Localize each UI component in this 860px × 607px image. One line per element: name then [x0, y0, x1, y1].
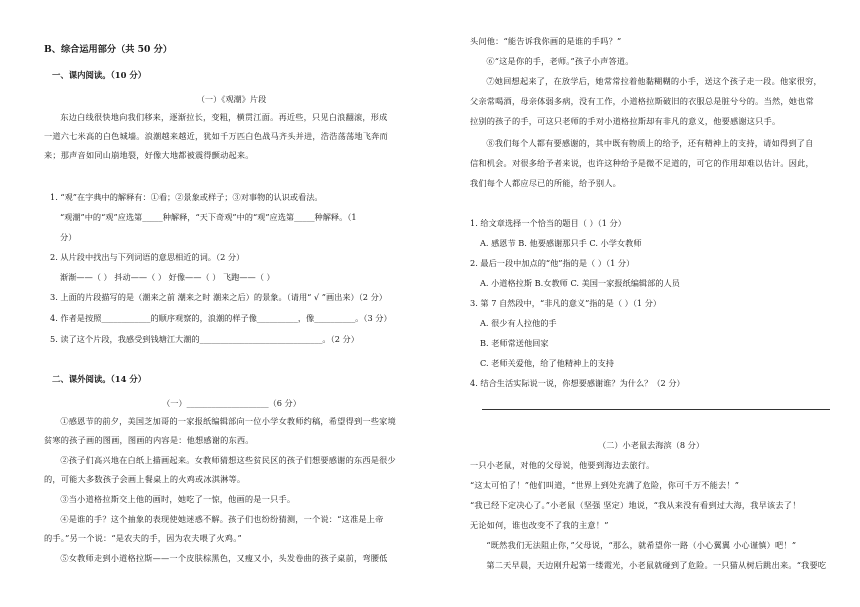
part1-title: 一、课内阅读。（10 分） — [52, 70, 147, 80]
section-title: B、综合运用部分（共 50 分） — [44, 44, 173, 55]
passage3-title: （二）小老鼠去海滨（8 分） — [597, 440, 705, 450]
passage3-line: “我已经下定决心了。”小老鼠（坚强 坚定）地说，“我从来没有看到过大海，我早该去了！ — [470, 500, 801, 510]
passage2-line: ⑤女教师走到小道格拉斯——一个皮肤棕黑色，又瘦又小，头发卷曲的孩子桌前，弯腰低 — [60, 553, 388, 563]
passage2-line: ④是谁的手？这个抽象的表现使她迷惑不解。孩子们也纷纷猜测，一个说：“这准是上帝 — [60, 514, 384, 524]
reading-question-3: 3. 第 7 自然段中，“非凡的意义”指的是（ ）（1 分） — [470, 298, 662, 308]
question-3: 3. 上面的片段描写的是（潮来之前 潮来之时 潮来之后）的景象。（请用“ √ ”画出来）（2 分） — [50, 292, 387, 302]
reading-question-2: 2. 最后一段中加点的“他”指的是（ ）（1 分） — [470, 258, 635, 268]
question-1-score: 分） — [60, 232, 77, 242]
reading-question-1-options: A. 感恩节 B. 他要感谢那只手 C. 小学女教师 — [480, 238, 642, 248]
answer-line — [482, 409, 830, 410]
reading-question-4: 4. 结合生活实际说一说，你想要感谢谁？为什么？（2 分） — [470, 378, 685, 388]
passage2-line: 父亲常喝酒，母亲体弱多病，没有工作，小道格拉斯破旧的衣服总是脏兮兮的。当然，她也常 — [470, 96, 814, 106]
passage2-line: 头问他：“能告诉我你画的是谁的手吗？” — [470, 36, 622, 46]
passage2-line: ⑧我们每个人都有要感谢的，其中既有物质上的给予，还有精神上的支持，请如得到了自 — [486, 138, 814, 148]
question-5: 5. 读了这个片段，我感受到钱塘江大潮的______________________________。（2 分） — [50, 334, 359, 344]
passage2-line: ③当小道格拉斯交上他的画时，她吃了一惊，他画的是一只手。 — [60, 494, 296, 504]
passage3-line: 一只小老鼠，对他的父母说，他要到海边去旅行。 — [470, 460, 655, 470]
passage1-line: 一道六七米高的白色城墙。浪潮越来越近，犹如千万匹白色战马齐头并进，浩浩荡荡地飞奔而 — [44, 131, 388, 141]
reading-question-3-option-b: B. 老师常送他回家 — [480, 338, 549, 348]
passage3-line: 第二天早晨，天边刚升起第一缕霞光，小老鼠就碰到了危险。一只猫从树后跳出来。“我要吃 — [486, 560, 827, 570]
passage3-line: “既然我们无法阻止你，”父母说，“那么，就希望你一路（小心翼翼 小心谨慎）吧！” — [486, 540, 797, 550]
question-2-words: 渐渐——（ ） 抖动——（ ） 好像——（ ） 飞跑——（ ） — [60, 272, 275, 282]
passage2-line: 贫寒的孩子画的图画，图画的内容是：他想感谢的东西。 — [44, 435, 254, 445]
reading-question-1: 1. 给文章选择一个恰当的题目（ ）（1 分） — [470, 218, 626, 228]
passage2-line: 信和机会。对很多给予者来说，也许这种给予是微不足道的，可它的作用却难以估计。因此， — [470, 158, 814, 168]
reading-question-3-option-a: A. 很少有人拉他的手 — [480, 318, 557, 328]
passage2-line: 拉别的孩子的手，可这只老师的手对小道格拉斯却有非凡的意义，他要感谢这只手。 — [470, 116, 781, 126]
passage2-line: 我们每个人都应尽已的所能，给予别人。 — [470, 178, 621, 188]
passage1-line: 东边白线很快地向我们移来，逐渐拉长，变粗，横贯江面。再近些，只见白浪翻滚，形成 — [60, 112, 388, 122]
passage2-line: ⑦她回想起来了，在放学后，她常常拉着他黏糊糊的小手，送这个孩子走一段。他家很穷， — [486, 76, 822, 86]
reading-question-3-option-c: C. 老师关爱他，给了他精神上的支持 — [480, 358, 614, 368]
passage2-line: 的手。”另一个说：“是农夫的手，因为农夫喂了火鸡。” — [44, 533, 242, 543]
question-1-body: “观潮”中的“观”应选第_____种解释，“天下奇观”中的“观”应选第_____种解释。（1 — [60, 212, 357, 222]
question-1: 1. “观”在字典中的解释有：①看；②景象或样子；③对事物的认识或看法。 — [50, 192, 323, 202]
passage2-line: ②孩子们高兴地在白纸上描画起来。女教师猜想这些贫民区的孩子们想要感谢的东西是很少 — [60, 455, 396, 465]
question-2: 2. 从片段中找出与下列词语的意思相近的词。（2 分） — [50, 252, 245, 262]
passage1-title: （一）《观潮》片段 — [196, 94, 267, 104]
passage2-title: （一）____________________（6 分） — [162, 398, 301, 408]
passage2-line: ①感恩节的前夕，美国芝加哥的一家报纸编辑部向一位小学女教师约稿，希望得到一些家境 — [60, 416, 396, 426]
passage2-line: ⑥“这是你的手，老师。”孩子小声答道。 — [486, 56, 634, 66]
question-4: 4. 作者是按照____________的顺序观察的，浪潮的样子像__________，像__________。（3 分） — [50, 313, 392, 323]
passage3-line: 无论如何，谁也改变不了我的主意！” — [470, 520, 609, 530]
part2-title: 二、课外阅读。（14 分） — [52, 374, 147, 384]
passage3-line: “这太可怕了！”他们叫道，“世界上到处充满了危险，你可千万不能去！” — [470, 480, 740, 490]
passage1-line: 来；那声音如同山崩地裂，好像大地都被震得颤动起来。 — [44, 150, 254, 160]
reading-question-2-options: A. 小道格拉斯 B.女教师 C. 美国一家报纸编辑部的人员 — [480, 278, 680, 288]
passage2-line: 的，可能大多数孩子会画上餐桌上的火鸡或冰淇淋等。 — [44, 474, 246, 484]
